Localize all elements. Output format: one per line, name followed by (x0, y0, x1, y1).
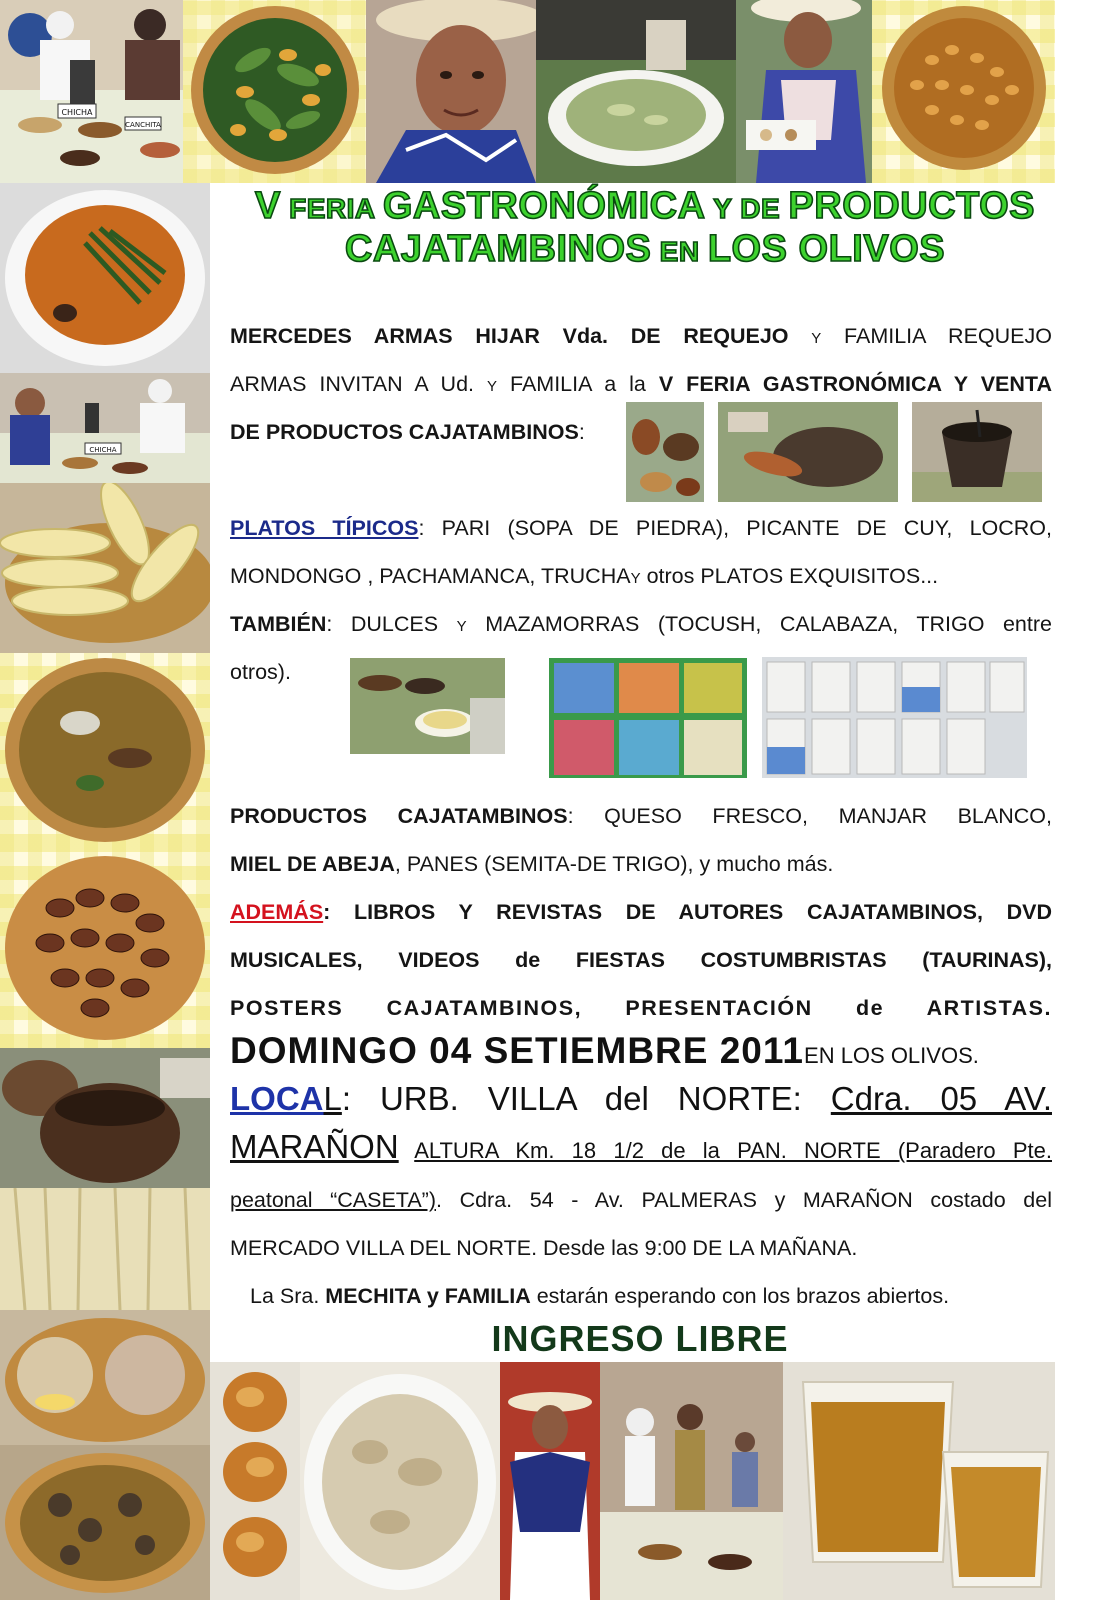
photo-vendors-table (0, 0, 183, 183)
photo-food-table (350, 658, 505, 754)
photo-fava-beans (0, 848, 210, 1048)
platos-line-1: PLATOS TÍPICOS: PARI (SOPA DE PIEDRA), PICANTE DE CUY, LOCRO, (230, 516, 1053, 540)
productos-label: PRODUCTOS CAJATAMBINOS (230, 804, 568, 828)
photo-chili-stew (0, 183, 210, 373)
chicha-label-2: CHICHA (89, 446, 117, 454)
photo-corn-cobs (0, 483, 210, 653)
photo-chicha-cups (783, 1362, 1055, 1600)
local-label: LOCA (230, 1080, 324, 1117)
platos-tipicos-label: PLATOS TÍPICOS (230, 516, 419, 540)
title-line-2: CAJATAMBINOS EN LOS OLIVOS (344, 228, 946, 270)
photo-greens-dish (183, 0, 366, 183)
photo-caldo-soup (0, 653, 210, 848)
event-name: V FERIA GASTRONÓMICA Y VENTA (658, 372, 1052, 396)
tambien-label: TAMBIÉN (230, 612, 327, 636)
mercado-line: MERCADO VILLA DEL NORTE. Desde las 9:00 DE LA MAÑANA. (230, 1236, 858, 1260)
productos-line-1: PRODUCTOS CAJATAMBINOS: QUESO FRESCO, MANJAR BLANCO, (230, 804, 1052, 828)
ademas-line-3: POSTERS CAJATAMBINOS, PRESENTACIÓN de ARTISTAS. (230, 996, 1052, 1020)
photo-clay-bowls (626, 402, 704, 502)
chicha-label: CHICHA (61, 108, 93, 117)
productos-line-2: MIEL DE ABEJA, PANES (SEMITA-DE TRIGO), y mucho más. (230, 852, 834, 876)
peatonal-line: peatonal “CASETA”). Cdra. 54 - Av. PALMERAS y MARAÑON costado del (230, 1188, 1052, 1212)
maranon-street: MARAÑON (230, 1128, 399, 1165)
title-line-1: V FERIA GASTRONÓMICA Y DE PRODUCTOS (254, 185, 1036, 227)
local-line: LOCAL: URB. VILLA del NORTE: Cdra. 05 AV. (230, 1080, 1052, 1117)
tambien-line: TAMBIÉN: DULCES Y MAZAMORRAS (TOCUSH, CALABAZA, TRIGO entre (230, 612, 1052, 636)
photo-stew-tray (0, 1445, 210, 1600)
ademas-line-1: ADEMÁS: LIBROS Y REVISTAS DE AUTORES CAJATAMBINOS, DVD (230, 900, 1052, 924)
photo-fried-pastries (210, 1362, 300, 1600)
photo-soup-bowl (536, 0, 736, 183)
ademas-line-2: MUSICALES, VIDEOS de FIESTAS COSTUMBRISTAS (TAURINAS), (230, 948, 1052, 972)
platos-line-2: MONDONGO , PACHAMANCA, TRUCHAY otros PLATOS EXQUISITOS... (230, 564, 939, 588)
canchita-label: CANCHITA (125, 121, 161, 129)
intro-line-1: MERCEDES ARMAS HIJAR Vda. DE REQUEJO Y FAMILIA REQUEJO (230, 324, 1052, 348)
ingreso-libre: INGRESO LIBRE (491, 1318, 789, 1359)
intro-line-3: DE PRODUCTOS CAJATAMBINOS: (230, 420, 585, 444)
photo-fair-crowd (600, 1362, 783, 1600)
intro-line-2: ARMAS INVITAN A Ud. Y FAMILIA a la V FERIA GASTRONÓMICA Y VENTA (230, 372, 1052, 396)
altura-line: MARAÑON ALTURA Km. 18 1/2 de la PAN. NORTE (Paradero Pte. (230, 1128, 1052, 1165)
date-main: DOMINGO 04 SETIEMBRE 2011 (230, 1030, 805, 1071)
photo-magazines (549, 658, 747, 778)
photo-toasted-corn (872, 0, 1055, 183)
photo-woman-serving (736, 0, 872, 183)
cdra-address: Cdra. 05 AV. (830, 1080, 1052, 1117)
ademas-label: ADEMÁS (230, 900, 324, 924)
photo-dumplings (0, 1310, 210, 1445)
photo-mazamorra-plate (300, 1362, 500, 1600)
photo-clay-pot (0, 1048, 210, 1188)
photo-roasted-meat (718, 402, 898, 502)
photo-woman-portrait (366, 0, 536, 183)
photo-stone-mortar (912, 402, 1042, 502)
photo-woman-hat (500, 1362, 600, 1600)
event-date (230, 1030, 1052, 1074)
host-names: MERCEDES ARMAS HIJAR Vda. DE REQUEJO (230, 324, 789, 348)
photo-market-vendors (0, 373, 210, 483)
date-location: EN LOS OLIVOS. (804, 1043, 979, 1068)
closing-line: La Sra. MECHITA y FAMILIA estarán esperando con los brazos abiertos. (250, 1284, 950, 1308)
photo-corn-husk-tamales (0, 1188, 210, 1310)
photo-books (762, 657, 1027, 778)
tambien-end: otros). (230, 660, 291, 684)
